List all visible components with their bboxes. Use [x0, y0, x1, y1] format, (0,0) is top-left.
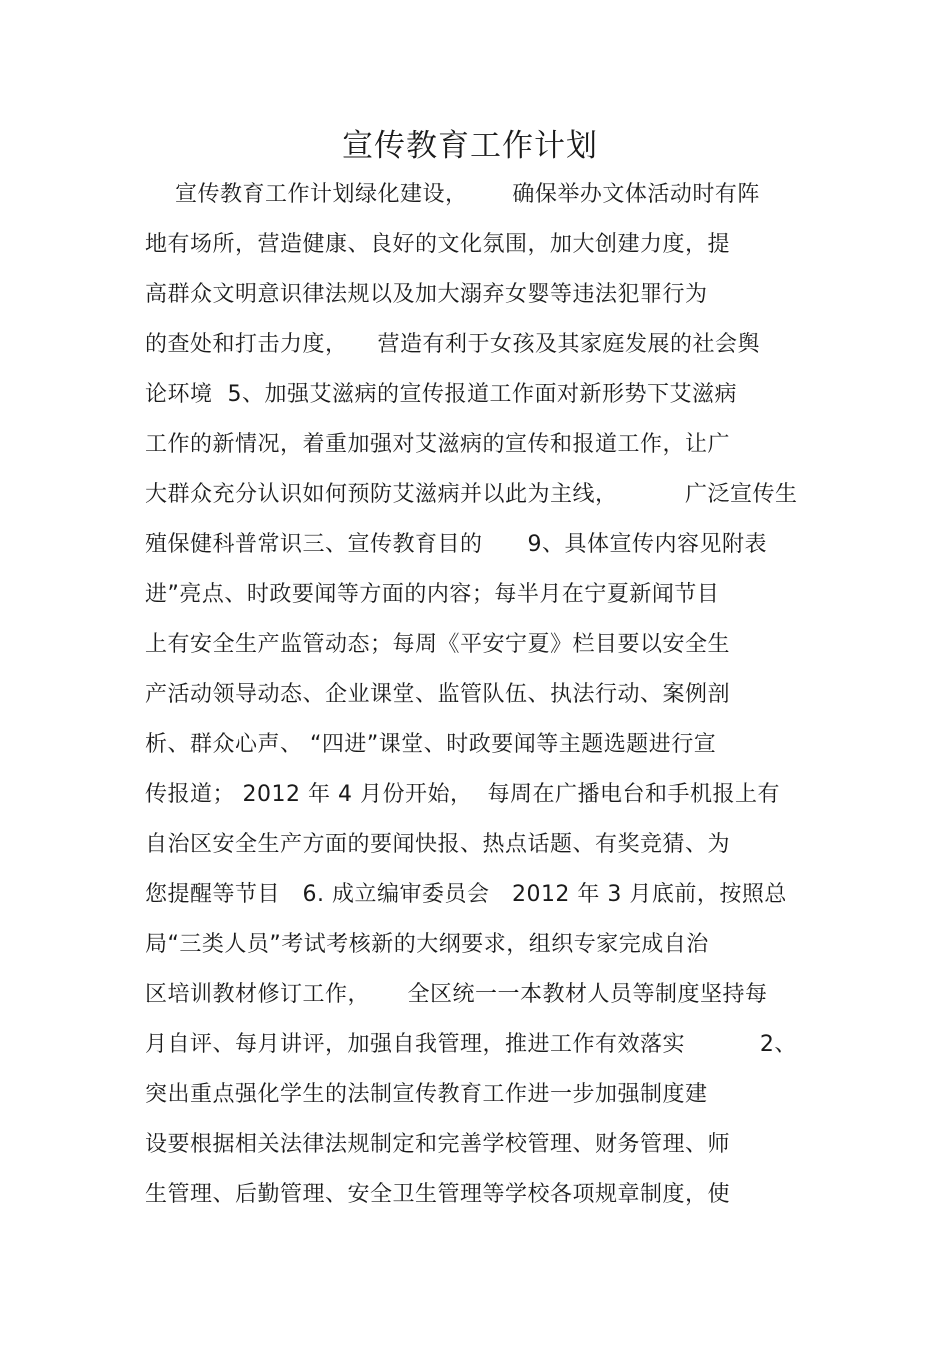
- text-line: 局“三类人员”考试考核新的大纲要求，组织专家完成自治: [145, 932, 709, 957]
- text-line: 突出重点强化学生的法制宣传教育工作进一步加强制度建: [145, 1082, 708, 1107]
- text-line: 宣传教育工作计划绿化建设， 确保举办文体活动时有阵: [145, 182, 760, 207]
- text-line: 传报道； 2012 年 4 月份开始， 每周在广播电台和手机报上有: [145, 782, 780, 807]
- text-line: 进”亮点、时政要闻等方面的内容；每半月在宁夏新闻节目: [145, 582, 720, 607]
- text-line: 高群众文明意识律法规以及加大溺弃女婴等违法犯罪行为: [145, 282, 708, 307]
- text-line: 设要根据相关法律法规制定和完善学校管理、财务管理、师: [145, 1132, 731, 1157]
- text-line: 殖保健科普常识三、宣传教育目的 9、具体宣传内容见附表: [145, 532, 767, 557]
- text-line: 生管理、后勤管理、安全卫生管理等学校各项规章制度，使: [145, 1182, 731, 1207]
- text-line: 论环境 5、加强艾滋病的宣传报道工作面对新形势下艾滋病: [145, 382, 737, 407]
- text-line: 工作的新情况，着重加强对艾滋病的宣传和报道工作，让广: [145, 432, 731, 457]
- text-line: 的查处和打击力度， 营造有利于女孩及其家庭发展的社会舆: [145, 332, 760, 357]
- text-line: 上有安全生产监管动态；每周《平安宁夏》栏目要以安全生: [145, 632, 731, 657]
- text-line: 产活动领导动态、企业课堂、监管队伍、执法行动、案例剖: [145, 682, 731, 707]
- text-line: 大群众充分认识如何预防艾滋病并以此为主线， 广泛宣传生: [145, 482, 798, 507]
- text-line: 析、群众心声、 “四进”课堂、时政要闻等主题选题进行宣: [145, 732, 717, 757]
- document-title: 宣传教育工作计划: [342, 128, 598, 164]
- text-line: 月自评、每月讲评，加强自我管理，推进工作有效落实 2、: [145, 1032, 797, 1057]
- document-body: [145, 170, 815, 1220]
- text-line: 区培训教材修订工作， 全区统一一本教材人员等制度坚持每: [145, 982, 768, 1007]
- text-line: 您提醒等节目 6. 成立编审委员会 2012 年 3 月底前，按照总: [145, 882, 787, 907]
- text-line: 地有场所，营造健康、良好的文化氛围，加大创建力度，提: [145, 232, 731, 257]
- text-line: 自治区安全生产方面的要闻快报、热点话题、有奖竞猜、为: [145, 832, 731, 857]
